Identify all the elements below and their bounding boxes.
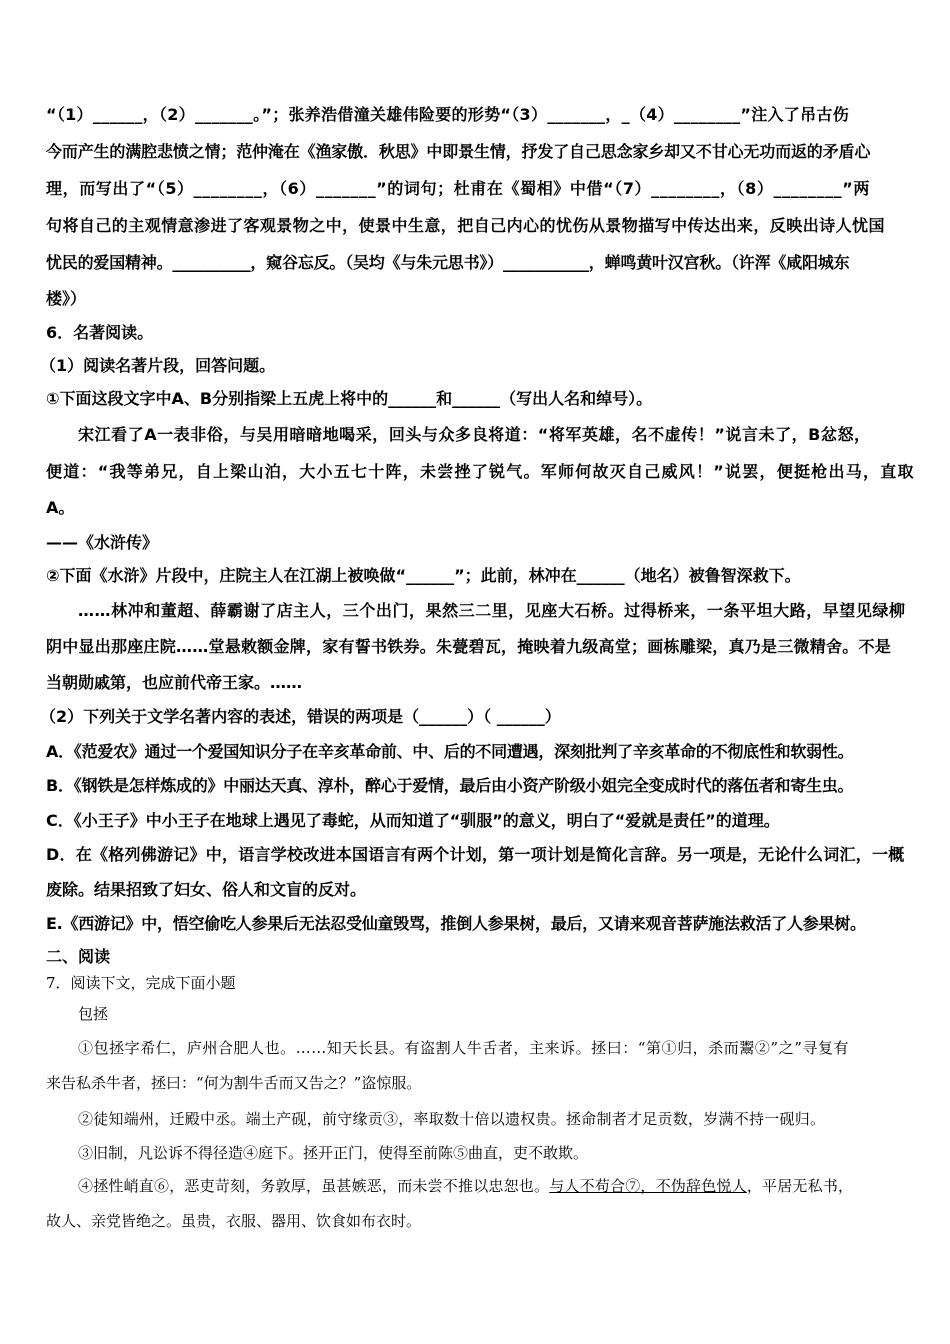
q6-passage1-line-2: 便道：“我等弟兄，自上梁山泊，大小五七十阵，未尝挫了锐气。军师何故灭自己威风！”说罢，便挺枪出马，直取	[46, 462, 915, 481]
q6-passage2-line-2: 阴中显出那座庄院……堂悬敕额金牌，家有誓书铁券。朱甍碧瓦，掩映着九级高堂；画栋雕梁，真乃是三微精舍。不是	[46, 637, 892, 656]
q6-source: ——《水浒传》	[46, 533, 159, 552]
article-para-1-line-2: 来告私杀牛者，拯曰：“何为割牛舌而又告之？”盗惊服。	[46, 1074, 422, 1092]
poetry-line-5: 忧民的爱国精神。__________，窥谷忘反。（吴均《与朱元思书》）___________，蝉鸣黄叶汉宫秋。（许浑《咸阳城东	[46, 253, 850, 272]
article-para-1-line-1: ①包拯字希仁，庐州合肥人也。……知天长县。有盗割人牛舌者，主来诉。拯曰：“第①归，杀而鬻②”之”寻复有	[78, 1039, 850, 1057]
article-title: 包拯	[78, 1005, 109, 1023]
q6-title: 6．名著阅读。	[46, 323, 154, 342]
poetry-line-2: 今而产生的满腔悲愤之情；范仲淹在《渔家傲．秋思》中即景生情，抒发了自己思念家乡却又不甘心无功而返的矛盾心	[46, 142, 871, 161]
q6-sub1: （1）阅读名著片段，回答问题。	[40, 356, 276, 375]
poetry-line-4: 句将自己的主观情意渗进了客观景物之中，使景中生意，把自己内心的忧伤从景物描写中传达出来，反映出诗人忧国	[46, 216, 885, 235]
q6-passage2-line-3: 当朝勋戚第，也应前代帝王家。……	[46, 673, 303, 692]
poetry-line-1: “（1）______，（2）_______。”；张养浩借潼关雄伟险要的形势“（3）_______，_（4）________”注入了吊古伤	[46, 105, 849, 124]
q6-part2-prompt: ②下面《水浒》片段中，庄院主人在江湖上被唤做“______”；此前，林冲在______（地名）被鲁智深救下。	[46, 566, 801, 585]
q6-part1-prompt: ①下面这段文字中A、B分别指梁上五虎上将中的______和______（写出人名和绰号）。	[46, 389, 653, 408]
q6-option-a: A．《范爱农》通过一个爱国知识分子在辛亥革命前、中、后的不同遭遇，深刻批判了辛亥革命的不彻底性和软弱性。	[46, 742, 854, 761]
q6-passage2-line-1: ……林冲和董超、薛霸谢了店主人，三个出门，果然三二里，见座大石桥。过得桥来，一条平坦大路，早望见绿柳	[78, 601, 906, 620]
poetry-line-6: 楼》）	[46, 289, 87, 308]
section-heading: 二、阅读	[46, 947, 111, 966]
q6-option-e: E.《西游记》中，悟空偷吃人参果后无法忍受仙童毁骂，推倒人参果树，最后，又请来观音菩萨施法救活了人参果树。	[46, 914, 866, 933]
q6-passage1-line-1: 宋江看了A一表非俗，与吴用暗暗地喝采，回头与众多良将道：“将军英雄，名不虚传！”说言未了，B忿怒，	[78, 425, 871, 444]
underlined-phrase: 与人不苟合⑦，不伪辞色悦人	[549, 1177, 747, 1195]
q6-option-c: C．《小王子》中小王子在地球上遇见了毒蛇，从而知道了“驯服”的意义，明白了“爱就是责任”的道理。	[46, 811, 780, 830]
q6-option-b: B．《钢铁是怎样炼成的》中丽达天真、淳朴，醉心于爱情，最后由小资产阶级小姐完全变成时代的落伍者和寄生虫。	[46, 776, 854, 795]
article-para-3: ③旧制，凡讼诉不得径造④庭下。拯开正门，使得至前陈⑤曲直，吏不敢欺。	[78, 1144, 589, 1162]
q6-passage1-line-3: A。	[46, 498, 75, 517]
poetry-line-3: 理，而写出了“（5）________，（6）_______”的词句；杜甫在《蜀相》中借“（7）________，（8）________”两	[46, 179, 870, 198]
q7-title: 7．阅读下文，完成下面小题	[46, 974, 236, 992]
q6-sub2: （2）下列关于文学名著内容的表述，错误的两项是（______）（ ______）	[40, 707, 561, 726]
q6-option-d-line-1: D．在《格列佛游记》中，语言学校改进本国语言有两个计划，第一项计划是简化言辞。另一项是，无论什么词汇，一概	[46, 845, 905, 864]
article-para-4-tail: ，平居无私书，	[746, 1177, 854, 1195]
article-para-4-line-1	[78, 1175, 853, 1197]
article-para-4-line-2: 故人、亲党皆绝之。虽贵，衣服、器用、饮食如布衣时。	[46, 1212, 422, 1230]
article-para-2: ②徒知端州，迁殿中丞。端土产砚，前守缘贡③，率取数十倍以遗权贵。拯命制者才足贡数，岁满不持一砚归。	[78, 1110, 826, 1128]
article-para-4-text: ④拯性峭直⑥，恶吏苛刻，务敦厚，虽甚嫉恶，而未尝不推以忠恕也。	[78, 1177, 550, 1195]
q6-option-d-line-2: 废除。结果招致了妇女、俗人和文盲的反对。	[46, 880, 367, 899]
